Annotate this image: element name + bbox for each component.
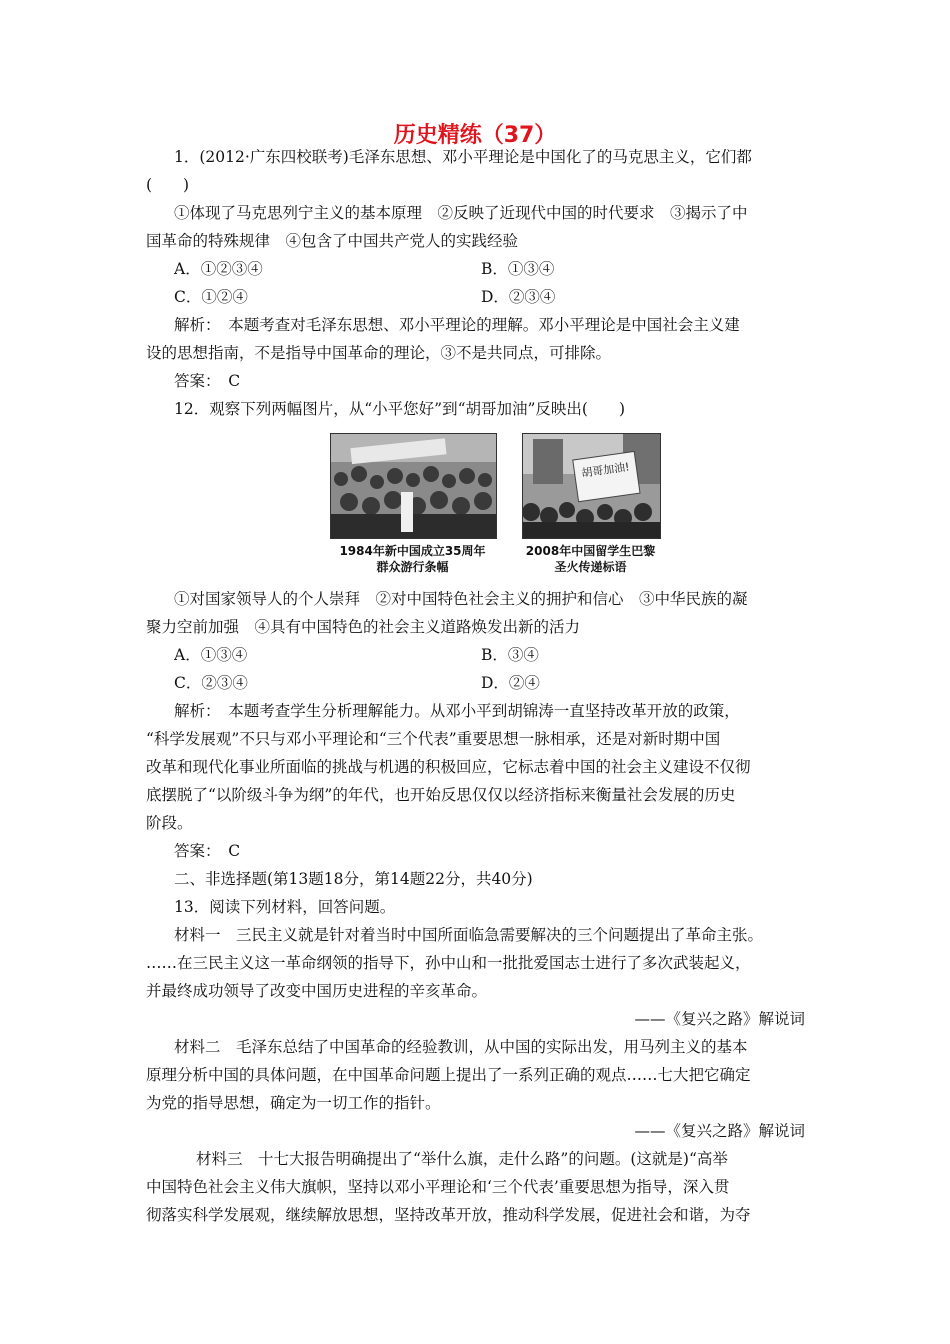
q1-answer: 答案： C bbox=[174, 372, 241, 390]
q1-analysis-line2: 设的思想指南，不是指导中国革命的理论，③不是共同点，可排除。 bbox=[146, 344, 612, 362]
q13-material1-line1: 材料一 三民主义就是针对着当时中国所面临急需要解决的三个问题提出了革命主张。 bbox=[174, 926, 764, 944]
q13-material2-line2: 原理分析中国的具体问题，在中国革命问题上提出了一系列正确的观点……七大把它确定 bbox=[146, 1066, 751, 1084]
q13-material1-line3: 并最终成功领导了改变中国历史进程的辛亥革命。 bbox=[146, 982, 488, 1000]
q13-material2-line1: 材料二 毛泽东总结了中国革命的经验教训，从中国的实际出发，用马列主义的基本 bbox=[174, 1038, 748, 1056]
q13-material2-source: ——《复兴之路》解说词 bbox=[634, 1122, 805, 1140]
q1-option-a: A．①②③④ bbox=[174, 260, 263, 278]
q1-option-d: D．②③④ bbox=[481, 288, 556, 306]
q13-material3-line2: 中国特色社会主义伟大旗帜，坚持以邓小平理论和‘三个代表’重要思想为指导，深入贯 bbox=[146, 1178, 730, 1196]
q12-option-c: C．②③④ bbox=[174, 674, 248, 692]
q1-analysis-line1: 解析： 本题考查对毛泽东思想、邓小平理论的理解。邓小平理论是中国社会主义建 bbox=[174, 316, 740, 334]
q13-material1-source: ——《复兴之路》解说词 bbox=[634, 1010, 805, 1028]
photo1-caption-line1: 1984年新中国成立35周年 bbox=[339, 544, 486, 558]
q12-analysis-line5: 阶段。 bbox=[146, 814, 193, 832]
q12-option-a: A．①③④ bbox=[174, 646, 248, 664]
q1-stem-line1: 1．(2012·广东四校联考)毛泽东思想、邓小平理论是中国化了的马克思主义，它们都 bbox=[174, 148, 752, 166]
q1-stem-line2: ( ) bbox=[146, 176, 190, 194]
q1-option-c: C．①②④ bbox=[174, 288, 248, 306]
q12-stem: 12．观察下列两幅图片，从“小平您好”到“胡哥加油”反映出( ) bbox=[174, 400, 626, 418]
q12-analysis-line2: “科学发展观”不只与邓小平理论和“三个代表”重要思想一脉相承，还是对新时期中国 bbox=[146, 730, 721, 748]
q13-stem: 13．阅读下列材料，回答问题。 bbox=[174, 898, 396, 916]
q12-items-line2: 聚力空前加强 ④具有中国特色的社会主义道路焕发出新的活力 bbox=[146, 618, 581, 636]
photo2-caption-line1: 2008年中国留学生巴黎 bbox=[525, 544, 656, 558]
crowd-photo-image bbox=[331, 434, 496, 538]
photo-1984-parade bbox=[330, 433, 497, 539]
page-title: 历史精练（37） bbox=[393, 123, 557, 148]
q12-analysis-line4: 底摆脱了“以阶级斗争为纲”的年代，也开始反思仅仅以经济指标来衡量社会发展的历史 bbox=[146, 786, 736, 804]
q12-items-line1: ①对国家领导人的个人崇拜 ②对中国特色社会主义的拥护和信心 ③中华民族的凝 bbox=[174, 590, 748, 608]
q12-answer: 答案： C bbox=[174, 842, 241, 860]
q13-material3-line1: 材料三 十七大报告明确提出了“举什么旗，走什么路”的问题。(这就是)“高举 bbox=[196, 1150, 728, 1168]
q1-items-line2: 国革命的特殊规律 ④包含了中国共产党人的实践经验 bbox=[146, 232, 519, 250]
q1-items-line1: ①体现了马克思列宁主义的基本原理 ②反映了近现代中国的时代要求 ③揭示了中 bbox=[174, 204, 748, 222]
q1-option-b: B．①③④ bbox=[481, 260, 555, 278]
section2-heading: 二、非选择题(第13题18分，第14题22分，共40分) bbox=[174, 870, 533, 888]
q13-material1-line2: ……在三民主义这一革命纲领的指导下，孙中山和一批批爱国志士进行了多次武装起义， bbox=[146, 954, 751, 972]
q13-material2-line3: 为党的指导思想，确定为一切工作的指针。 bbox=[146, 1094, 441, 1112]
photo-2008-paris bbox=[522, 433, 661, 539]
photo2-sign-text: 胡哥加油! bbox=[580, 460, 631, 480]
q13-material3-line3: 彻落实科学发展观，继续解放思想，坚持改革开放，推动科学发展，促进社会和谐，为夺 bbox=[146, 1206, 751, 1224]
q12-option-d: D．②④ bbox=[481, 674, 540, 692]
q12-analysis-line3: 改革和现代化事业所面临的挑战与机遇的积极回应，它标志着中国的社会主义建设不仅彻 bbox=[146, 758, 751, 776]
photo1-caption-line2: 群众游行条幅 bbox=[376, 560, 449, 574]
q12-analysis-line1: 解析： 本题考查学生分析理解能力。从邓小平到胡锦涛一直坚持改革开放的政策， bbox=[174, 702, 740, 720]
photo2-caption-line2: 圣火传递标语 bbox=[554, 560, 627, 574]
q12-option-b: B．③④ bbox=[481, 646, 539, 664]
paris-photo-image bbox=[523, 434, 660, 538]
